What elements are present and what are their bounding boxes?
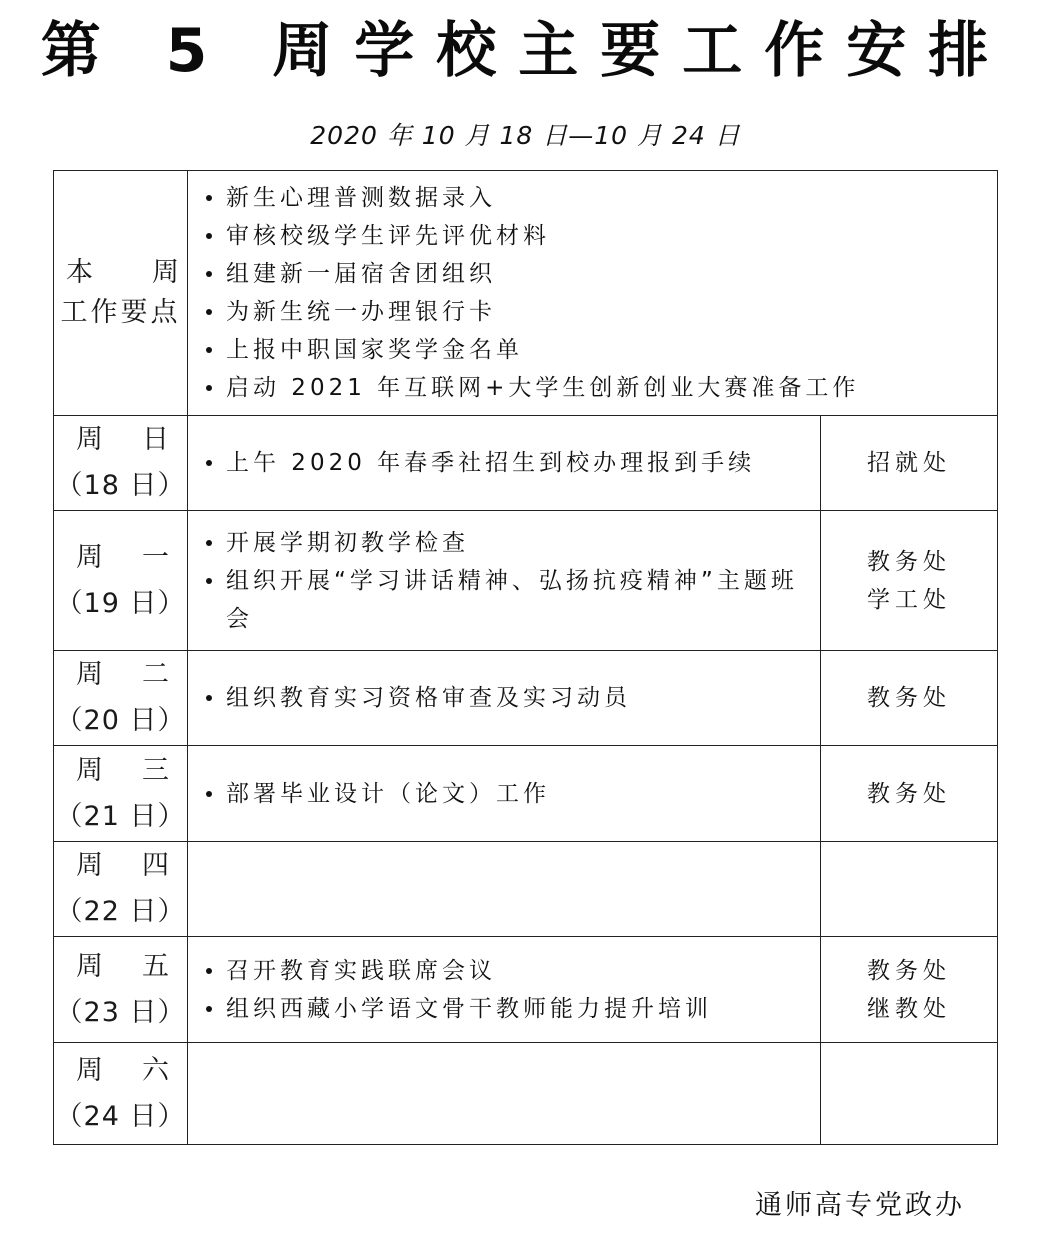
day-depts [821, 1043, 998, 1145]
dept-name: 学工处 [867, 586, 951, 613]
task-item: 组织教育实习资格审查及实习动员 [204, 679, 812, 717]
key-points-row [54, 171, 998, 416]
weekday-prefix: 周 [76, 424, 103, 455]
day-tasks [188, 842, 821, 937]
day-depts [821, 842, 998, 937]
day-row-sat [54, 1043, 998, 1145]
dept-name: 招就处 [867, 450, 951, 476]
day-date: （21 日） [55, 800, 186, 832]
key-points-label-2: 工作要点 [60, 297, 181, 328]
day-tasks [188, 1043, 821, 1145]
day-label [54, 416, 188, 511]
day-row-tue [54, 651, 998, 746]
weekday-prefix: 周 [76, 659, 103, 690]
day-date: （22 日） [55, 896, 186, 927]
weekday: 日 [142, 424, 169, 455]
key-points-label [54, 171, 188, 416]
day-tasks [188, 511, 821, 651]
day-date: （24 日） [55, 1100, 186, 1132]
dept-name: 教务处 [867, 957, 951, 984]
weekday-prefix: 周 [76, 850, 103, 881]
day-label [54, 746, 188, 842]
key-point-item: 组建新一届宿舍团组织 [204, 255, 989, 293]
day-label [54, 842, 188, 937]
weekday-prefix: 周 [76, 1054, 103, 1086]
dept-name: 继教处 [867, 995, 951, 1022]
day-depts [821, 937, 998, 1043]
day-date: （18 日） [55, 470, 186, 501]
key-points-label-1b: 周 [152, 257, 179, 288]
key-point-item: 启动 2021 年互联网+大学生创新创业大赛准备工作 [204, 369, 989, 407]
day-label [54, 937, 188, 1043]
day-tasks [188, 937, 821, 1043]
day-date: （19 日） [55, 587, 186, 619]
weekday-prefix: 周 [76, 950, 103, 982]
task-item: 召开教育实践联席会议 [204, 952, 812, 990]
day-row-mon [54, 511, 998, 651]
key-point-item: 新生心理普测数据录入 [204, 179, 989, 217]
weekday: 一 [142, 541, 169, 573]
task-item: 开展学期初教学检查 [204, 524, 812, 562]
weekday: 三 [142, 754, 169, 786]
key-points-label-1a: 本 [66, 257, 93, 288]
weekday: 二 [142, 659, 169, 690]
day-row-thu [54, 842, 998, 937]
task-item: 组织开展“学习讲话精神、弘扬抗疫精神”主题班会 [204, 562, 812, 638]
weekday: 五 [142, 950, 169, 982]
day-depts [821, 416, 998, 511]
task-item: 部署毕业设计（论文）工作 [204, 775, 812, 813]
weekday-prefix: 周 [76, 541, 103, 573]
day-label [54, 1043, 188, 1145]
day-date: （23 日） [55, 996, 186, 1028]
signature: 通师高专党政办 [755, 1190, 965, 1221]
day-label [54, 511, 188, 651]
task-item: 组织西藏小学语文骨干教师能力提升培训 [204, 990, 812, 1028]
date-range: 2020 年 10 月 18 日—10 月 24 日 [310, 121, 741, 150]
dept-name: 教务处 [867, 685, 951, 711]
day-tasks [188, 651, 821, 746]
key-points-list [188, 179, 997, 407]
page-title: 第 5 周学校主要工作安排 [40, 16, 1011, 86]
dept-name: 教务处 [867, 548, 951, 575]
day-depts [821, 746, 998, 842]
day-label [54, 651, 188, 746]
weekday-prefix: 周 [76, 754, 103, 786]
day-depts [821, 651, 998, 746]
weekday: 四 [142, 850, 169, 881]
day-depts [821, 511, 998, 651]
schedule-table [53, 170, 998, 1145]
key-point-item: 上报中职国家奖学金名单 [204, 331, 989, 369]
task-item: 上午 2020 年春季社招生到校办理报到手续 [204, 444, 812, 482]
weekday: 六 [142, 1054, 169, 1086]
day-tasks [188, 416, 821, 511]
key-point-item: 审核校级学生评先评优材料 [204, 217, 989, 255]
key-points-cell [188, 171, 998, 416]
day-row-sun [54, 416, 998, 511]
day-date: （20 日） [55, 705, 186, 736]
key-point-item: 为新生统一办理银行卡 [204, 293, 989, 331]
day-tasks [188, 746, 821, 842]
dept-name: 教务处 [867, 780, 951, 807]
day-row-fri [54, 937, 998, 1043]
day-row-wed [54, 746, 998, 842]
